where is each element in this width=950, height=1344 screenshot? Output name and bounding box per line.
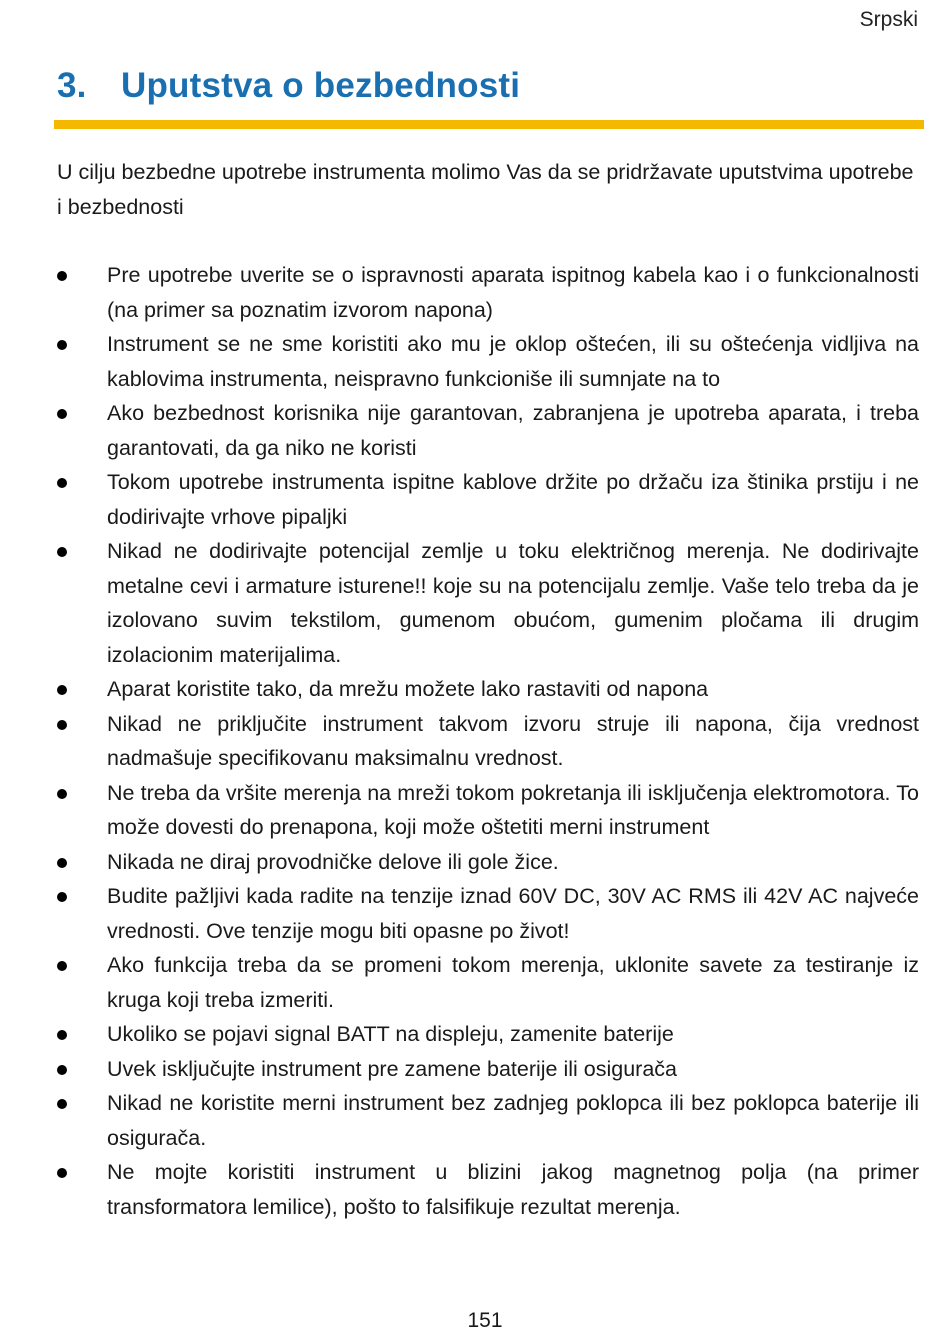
bullet-icon	[57, 858, 67, 868]
list-item	[57, 845, 919, 880]
list-item-text: Ako funkcija treba da se promeni tokom merenja, uklonite savete za testiranje iz kruga koji treba izmeriti.	[107, 953, 919, 1012]
list-item	[57, 258, 919, 327]
bullet-icon	[57, 478, 67, 488]
list-item-text: Nikad ne koristite merni instrument bez zadnjeg poklopca ili bez poklopca baterije ili osigurača.	[107, 1091, 919, 1150]
list-item	[57, 672, 919, 707]
intro-paragraph: U cilju bezbedne upotrebe instrumenta molimo Vas da se pridržavate uputstvima upotrebe i bezbednosti	[57, 160, 914, 219]
bullet-icon	[57, 961, 67, 971]
list-item-text: Nikad ne dodirivajte potencijal zemlje u toku električnog merenja. Ne dodirivajte metalne cevi i armature isturene!! koje su na potencijalu zemlje. Vaše telo treba da je izolovano suvim tekstilom, gumenom obućom, gumenim pločama ili drugim izolacionim materijalima.	[107, 539, 919, 667]
list-item	[57, 327, 919, 396]
heading-divider	[54, 120, 924, 129]
bullet-icon	[57, 1168, 67, 1178]
section-heading	[57, 66, 520, 106]
list-item	[57, 1086, 919, 1155]
list-item-text: Pre upotrebe uverite se o ispravnosti aparata ispitnog kabela kao i o funkcionalnosti (na primer sa poznatim izvorom napona)	[107, 263, 919, 322]
list-item	[57, 707, 919, 776]
list-item	[57, 396, 919, 465]
list-item	[57, 879, 919, 948]
bullet-icon	[57, 271, 67, 281]
list-item	[57, 948, 919, 1017]
list-item-text: Uvek isključujte instrument pre zamene baterije ili osigurača	[107, 1056, 678, 1081]
page-number: 151	[467, 1309, 503, 1332]
bullet-icon	[57, 340, 67, 350]
list-item-text: Ukoliko se pojavi signal BATT na displeju, zamenite baterije	[107, 1022, 674, 1046]
safety-list	[57, 258, 919, 1224]
section-number: 3.	[57, 66, 87, 105]
bullet-icon	[57, 685, 67, 695]
list-item-text: Budite pažljivi kada radite na tenzije iznad 60V DC, 30V AC RMS ili 42V AC najveće vrednosti. Ove tenzije mogu biti opasne po život!	[107, 884, 919, 943]
bullet-icon	[57, 1099, 67, 1109]
list-item-text: Tokom upotrebe instrumenta ispitne kablove držite po držaču iza štinika prstiju i ne dodirivajte vrhove pipaljki	[107, 470, 919, 529]
list-item	[57, 776, 919, 845]
list-item-text: Ako bezbednost korisnika nije garantovan, zabranjena je upotreba aparata, i treba garantovati, da ga niko ne koristi	[107, 401, 919, 460]
bullet-icon	[57, 720, 67, 730]
list-item	[57, 465, 919, 534]
list-item	[57, 1052, 919, 1087]
bullet-icon	[57, 1030, 67, 1040]
list-item	[57, 1155, 919, 1224]
list-item-text: Ne mojte koristiti instrument u blizini jakog magnetnog polja (na primer transformatora lemilice), pošto to falsifikuje rezultat merenja.	[107, 1160, 919, 1219]
list-item	[57, 534, 919, 672]
bullet-icon	[57, 789, 67, 799]
language-label: Srpski	[859, 8, 918, 31]
list-item-text: Nikad ne priključite instrument takvom izvoru struje ili napona, čija vrednost nadmašuje specifikovanu maksimalnu vrednost.	[107, 711, 919, 770]
list-item-text: Nikada ne diraj provodničke delove ili gole žice.	[107, 849, 559, 874]
bullet-icon	[57, 1065, 67, 1075]
bullet-icon	[57, 547, 67, 557]
bullet-icon	[57, 409, 67, 419]
list-item-text: Ne treba da vršite merenja na mreži tokom pokretanja ili isključenja elektromotora. To može dovesti do prenapona, koji može oštetiti merni instrument	[107, 780, 919, 839]
bullet-icon	[57, 892, 67, 902]
list-item	[57, 1017, 919, 1052]
section-title: Uputstva o bezbednosti	[121, 66, 521, 105]
list-item-text: Instrument se ne sme koristiti ako mu je oklop oštećen, ili su oštećenja vidljiva na kablovima instrumenta, neispravno funkcioniše ili sumnjate na to	[107, 332, 919, 391]
list-item-text: Aparat koristite tako, da mrežu možete lako rastaviti od napona	[107, 677, 709, 701]
